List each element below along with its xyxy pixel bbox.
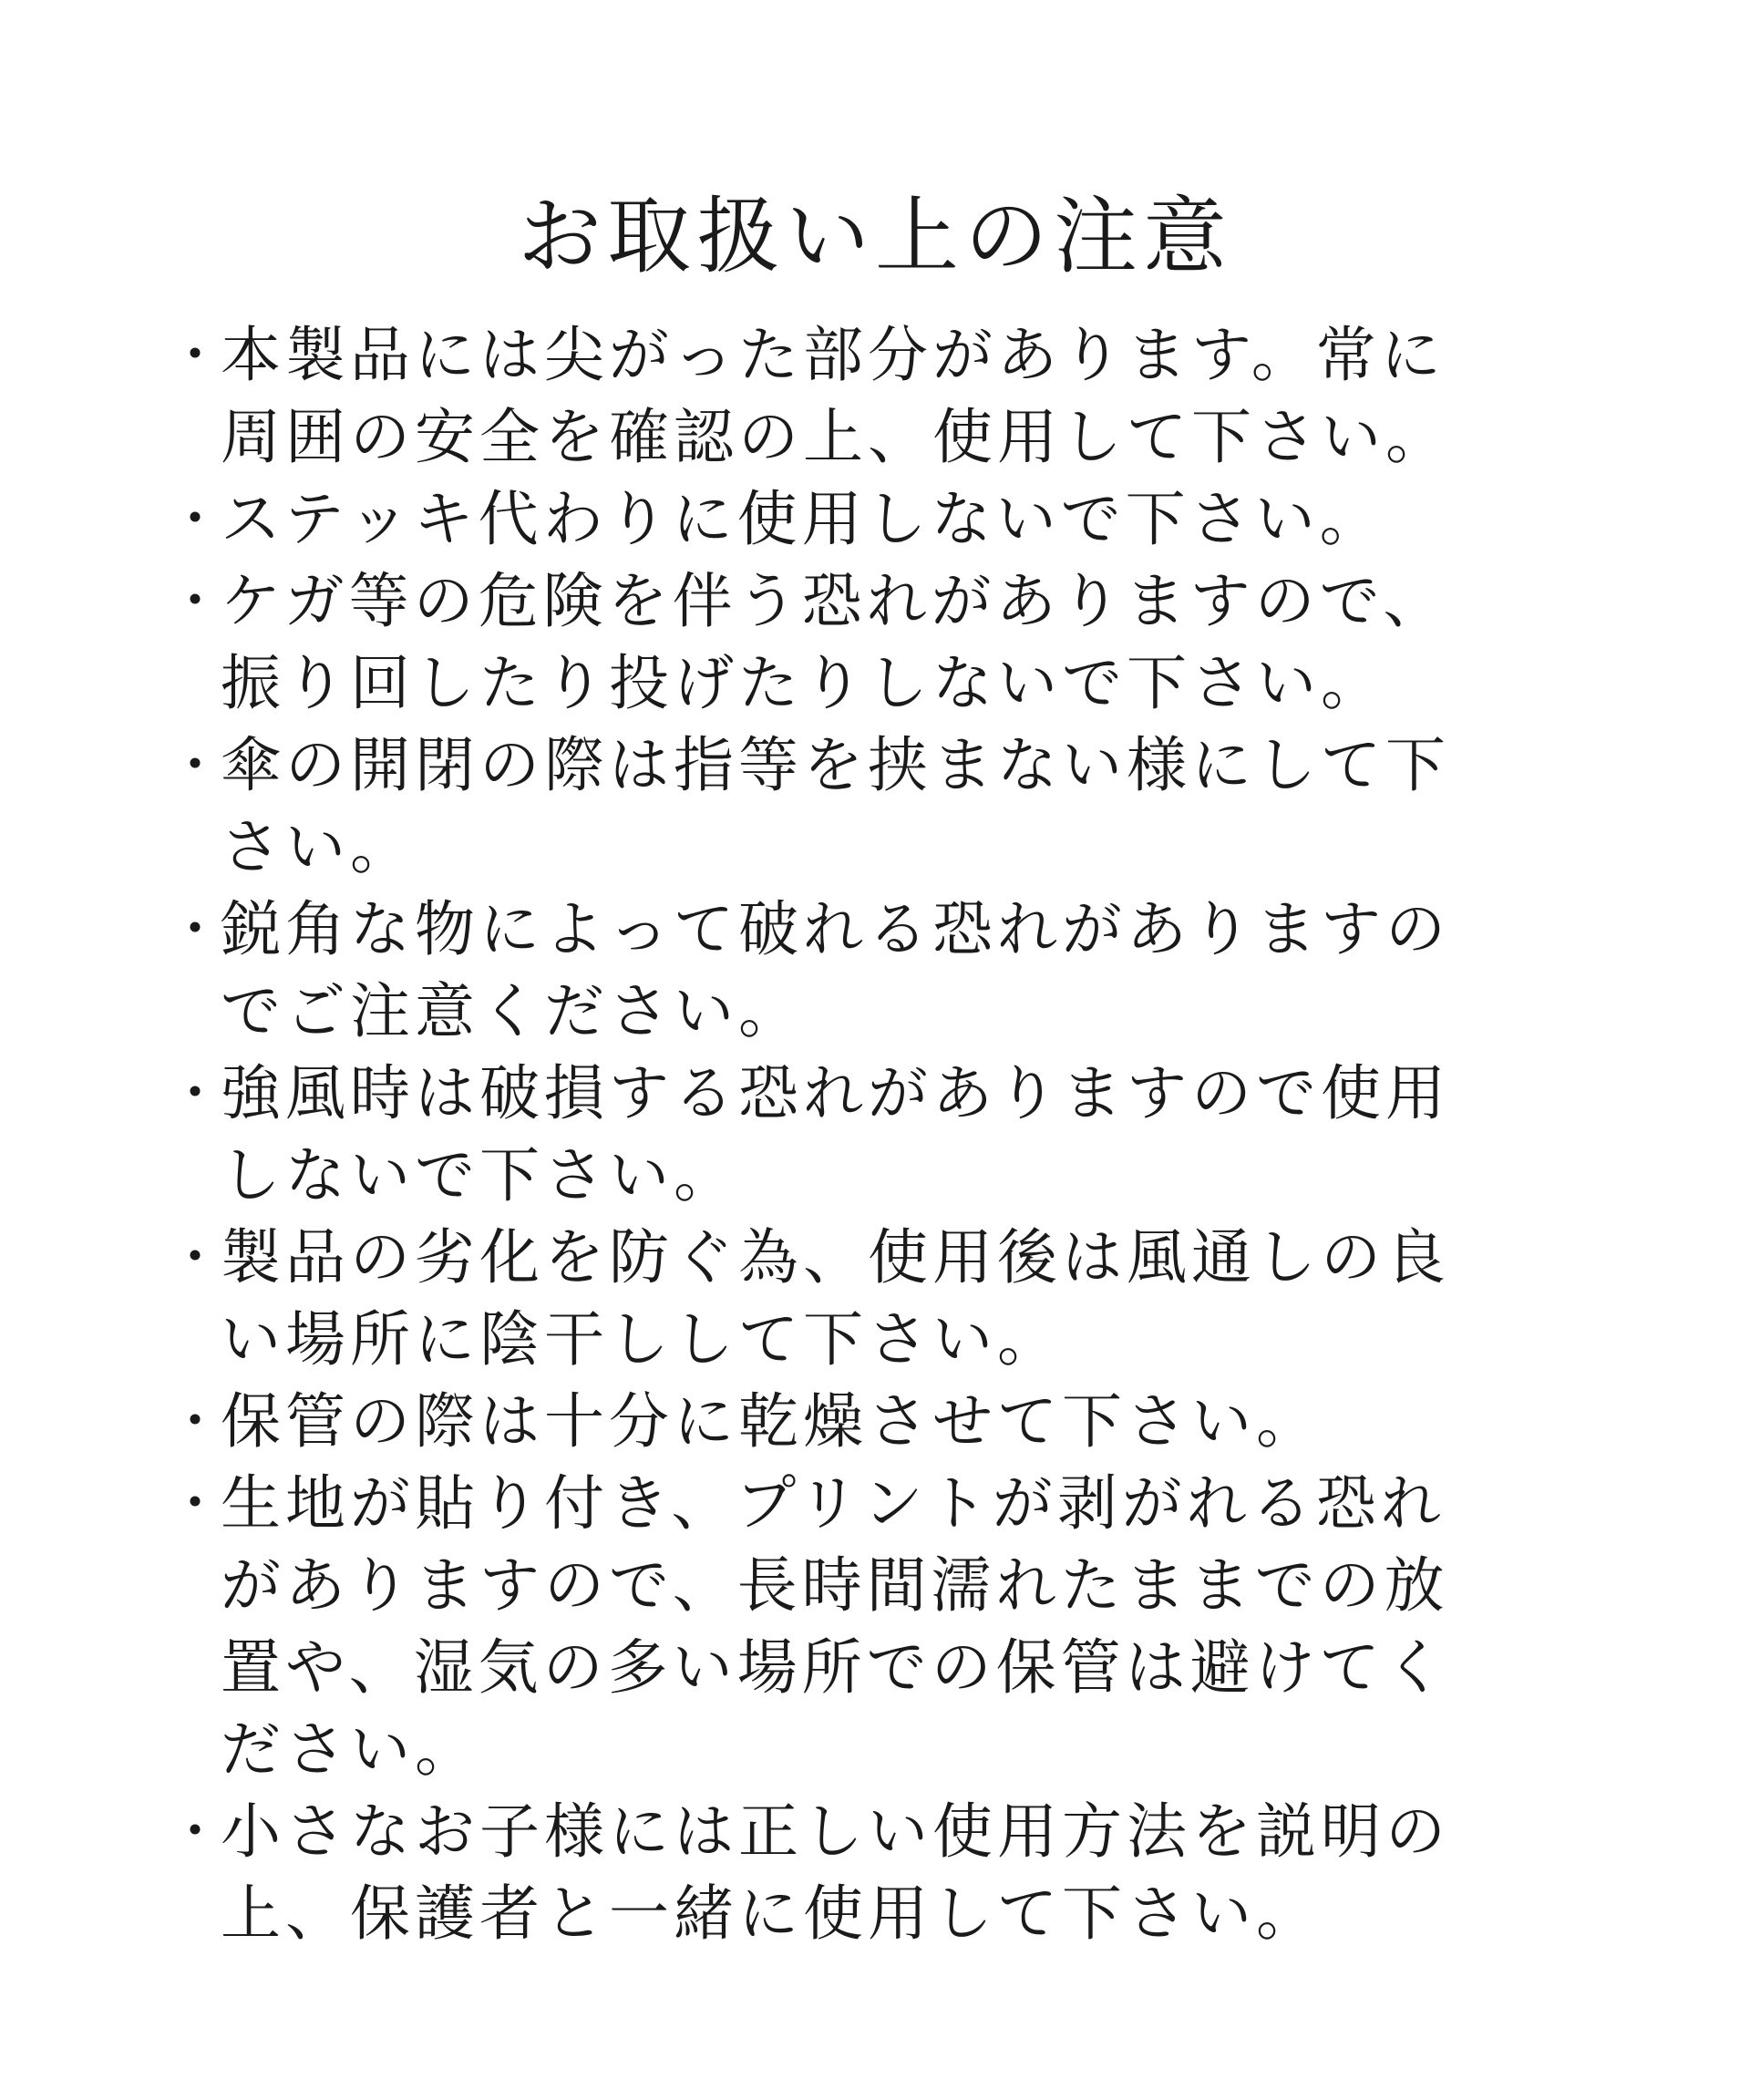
bullet-icon: ・ (168, 1472, 222, 1536)
list-item (164, 1217, 1604, 1381)
text-line: ケガ等の危険を伴う恐れがありますので、 (221, 566, 1448, 636)
text-line: 本製品には尖がった部分があります。常に (221, 320, 1446, 390)
text-line: い場所に陰干しして下さい。 (221, 1304, 1062, 1374)
text-line: さい。 (221, 812, 415, 882)
list-item-text (221, 1463, 1604, 1791)
list-item (164, 1463, 1604, 1791)
list-item (164, 1791, 1604, 1955)
text-line: 小さなお子様には正しい使用方法を説明の (221, 1796, 1450, 1867)
list-item-text (221, 1217, 1604, 1381)
list-item-text (221, 1791, 1604, 1955)
list-item-text (221, 561, 1604, 725)
text-line: ださい。 (221, 1714, 479, 1785)
list-item-text (221, 1053, 1604, 1217)
text-line: 置や、湿気の多い場所での保管は避けてく (221, 1632, 1449, 1703)
text-line: 強風時は破損する恐れがありますので使用 (221, 1058, 1450, 1128)
page-title: お取扱い上の注意 (517, 188, 1232, 285)
list-item (164, 479, 1604, 561)
list-item (164, 725, 1604, 889)
text-line: しないで下さい。 (221, 1140, 738, 1210)
list-item (164, 314, 1604, 479)
bullet-icon: ・ (168, 570, 222, 633)
text-line: 上、保護者と一緒に使用して下さい。 (221, 1879, 1321, 1949)
list-item-text (221, 314, 1604, 479)
bullet-icon: ・ (168, 1062, 222, 1126)
list-item-text (221, 1381, 1604, 1463)
bullet-icon: ・ (168, 898, 222, 962)
bullet-icon: ・ (168, 1226, 222, 1290)
list-item (164, 561, 1604, 725)
text-line: 鋭角な物によって破れる恐れがありますの (221, 894, 1450, 964)
caution-list (164, 314, 1604, 1955)
text-line: 振り回したり投げたりしないで下さい。 (221, 648, 1385, 718)
text-line: 傘の開閉の際は指等を挟まない様にして下 (221, 730, 1450, 800)
bullet-icon: ・ (168, 1800, 222, 1864)
text-line: でご注意ください。 (221, 976, 803, 1046)
text-line: 周囲の安全を確認の上、使用して下さい。 (221, 402, 1450, 472)
list-item-text (221, 479, 1604, 561)
bullet-icon: ・ (168, 324, 222, 387)
bullet-icon: ・ (168, 1390, 222, 1454)
list-item (164, 1053, 1604, 1217)
list-item-text (221, 725, 1604, 889)
bullet-icon: ・ (168, 734, 222, 798)
list-item (164, 1381, 1604, 1463)
bullet-icon: ・ (168, 488, 222, 551)
text-line: 製品の劣化を防ぐ為、使用後は風通しの良 (221, 1222, 1450, 1292)
text-line: 保管の際は十分に乾燥させて下さい。 (221, 1386, 1321, 1457)
text-line: がありますので、長時間濡れたままでの放 (221, 1550, 1449, 1621)
list-item-text (221, 889, 1604, 1053)
text-line: ステッキ代わりに使用しないで下さい。 (221, 484, 1385, 554)
text-line: 生地が貼り付き、プリントが剥がれる恐れ (221, 1468, 1446, 1539)
list-item (164, 889, 1604, 1053)
